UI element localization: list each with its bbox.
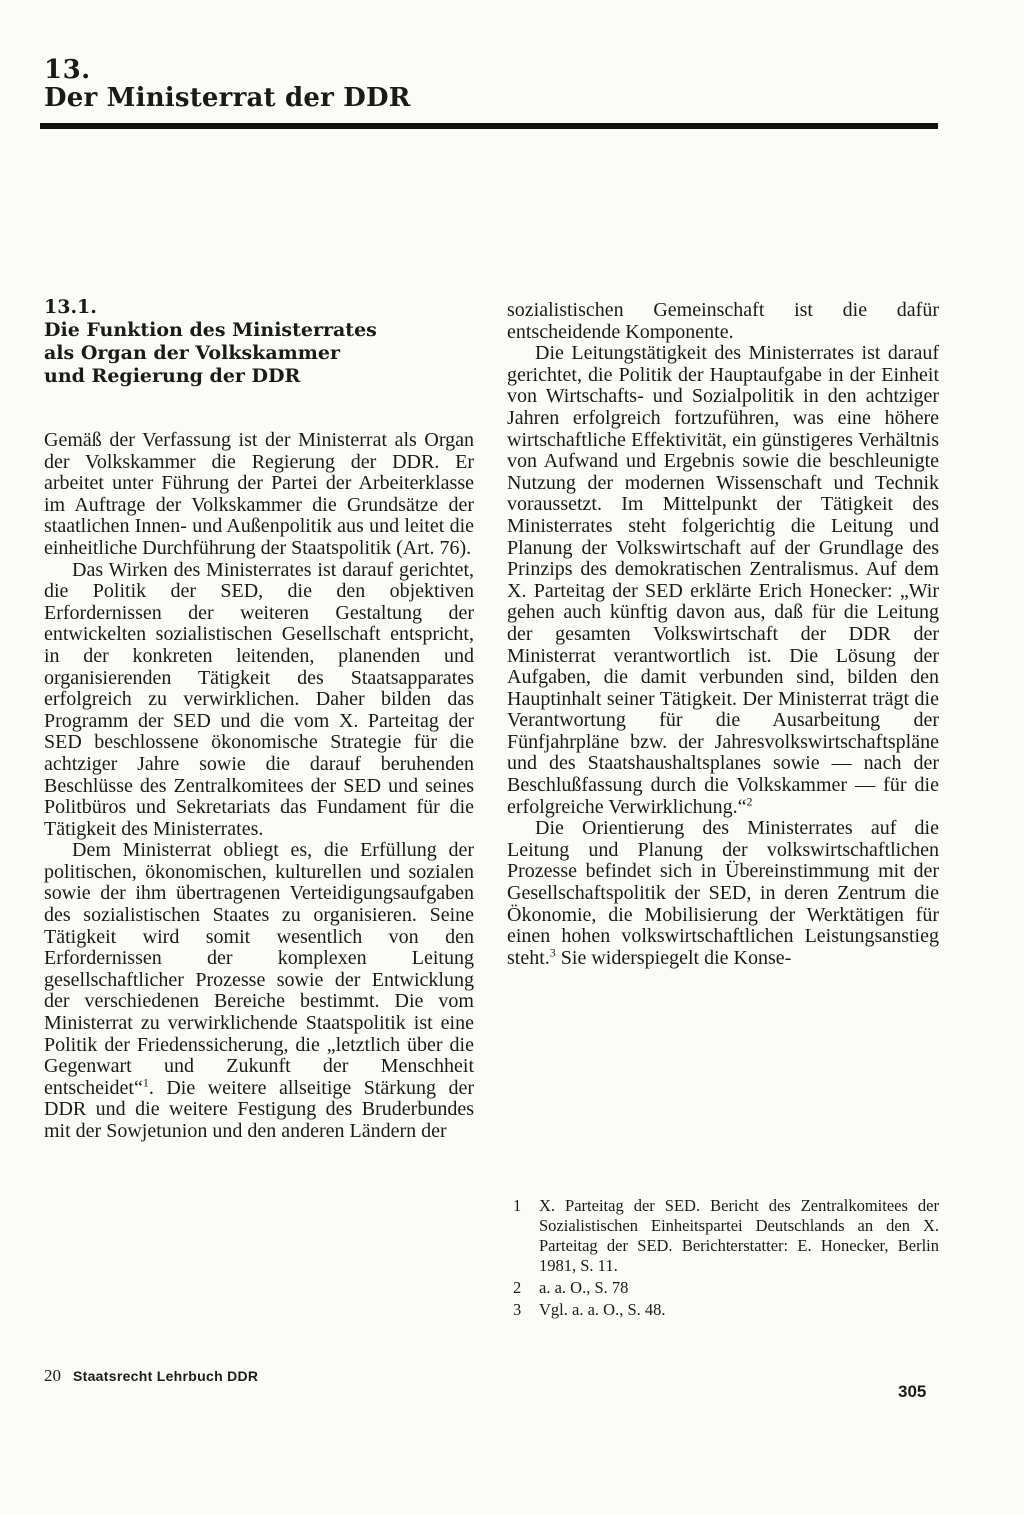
footnote-text: X. Parteitag der SED. Bericht des Zentralkomitees der Sozialistischen Einheitspartei Deutschlands an den X. Parteitag der SED. Berichterstatter: E. Honecker, Berlin 1981, S. 11. bbox=[539, 1196, 939, 1275]
paragraph-text: Sie widerspiegelt die Konse- bbox=[555, 946, 792, 969]
paragraph: Das Wirken des Ministerrates ist darauf gerichtet, die Politik der SED, die den objektiven Erfordernissen der weiteren Gestaltung der entwickelten sozialistischen Gesellschaft entspricht, in der konkreten leitenden, planenden und organisierenden Tätigkeit des Staatsapparates erfolgreich zu verwirklichen. Daher bilden das Programm der SED und die vom X. Parteitag der SED beschlossene ökonomische Strategie für die achtziger Jahre sowie die darauf beruhenden Beschlüsse des Zentralkomitees der SED und seines Politbüros und Sekretariats das Fundament für die Tätigkeit des Ministerrates. bbox=[44, 558, 474, 840]
paragraph-text: Die Orientierung des Ministerrates auf die Leitung und Planung der volkswirtschaftlichen Prozesse befindet sich in Übereinstimmung mit der Gesellschaftspolitik der SED, in deren Zentrum die Ökonomie, die Mobilisierung der Werktätigen für einen hohen volkswirtschaftlichen Leistungsanstieg steht. bbox=[507, 817, 939, 969]
signature-text: Staatsrecht Lehrbuch DDR bbox=[73, 1368, 259, 1384]
paragraph bbox=[44, 840, 474, 1142]
footnote-number: 2 bbox=[513, 1278, 522, 1297]
section-title-line-3: und Regierung der DDR bbox=[44, 365, 301, 387]
footnote-reference: 3 bbox=[549, 945, 556, 960]
right-column bbox=[507, 300, 939, 969]
chapter-number: 13. bbox=[44, 55, 91, 85]
footnote-number: 3 bbox=[513, 1300, 522, 1319]
paragraph bbox=[507, 343, 939, 818]
signature-number: 20 bbox=[44, 1366, 61, 1385]
chapter-title: Der Ministerrat der DDR bbox=[44, 83, 411, 113]
section-title-line-2: als Organ der Volkskammer bbox=[44, 342, 340, 364]
paragraph-text: Dem Ministerrat obliegt es, die Erfüllung der politischen, ökonomischen, kulturellen und sozialen sowie der ihm übertragenen Verteidigungsaufgaben des sozialistischen Staates zu organisieren. Seine Tätigkeit wird somit wesentlich von den Erfordernissen der komplexen Leitung gesellschaftlicher Prozesse sowie der Entwicklung der verschiedenen Bereiche bestimmt. Die vom Ministerrat zu verwirklichende Staatspolitik ist eine Politik der Friedenssicherung, die „letztlich über die Gegenwart und Zukunft der Menschheit entscheidet“ bbox=[44, 839, 474, 1099]
footnote bbox=[507, 1196, 939, 1276]
footnotes bbox=[507, 1196, 939, 1322]
printer-signature bbox=[44, 1366, 258, 1386]
footnote-number: 1 bbox=[513, 1196, 522, 1215]
chapter-rule bbox=[40, 123, 938, 129]
paragraph: Gemäß der Verfassung ist der Ministerrat als Organ der Volkskammer die Regierung der DDR. Er arbeitet unter Führung der Partei der Arbeiterklasse im Auftrage der Volkskammer die Grundsätze der staatlichen Innen- und Außenpolitik aus und leitet die einheitliche Durchführung der Staatspolitik (Art. 76). bbox=[44, 429, 474, 559]
footnote-text: a. a. O., S. 78 bbox=[539, 1278, 629, 1297]
footnote-reference: 2 bbox=[746, 794, 753, 808]
left-column bbox=[44, 430, 474, 1143]
paragraph bbox=[507, 818, 939, 969]
footnote-text: Vgl. a. a. O., S. 48. bbox=[539, 1300, 666, 1319]
section-title-line-1: Die Funktion des Ministerrates bbox=[44, 319, 377, 341]
footnote-reference: 1 bbox=[142, 1075, 149, 1090]
footnote bbox=[507, 1278, 939, 1298]
paragraph-text: . Die weitere allseitige Stärkung der DDR und die weitere Festigung des Bruderbundes mit der Sowjetunion und den anderen Ländern der bbox=[44, 1076, 474, 1142]
paragraph-text: Die Leitungstätigkeit des Ministerrates ist darauf gerichtet, die Politik der Hauptaufgabe in der Einheit von Wirtschafts- und Sozialpolitik in den achtziger Jahren erfolgreich fortzuführen, was eine höhere wirtschaftliche Effektivität, ein günstigeres Verhältnis von Aufwand und Ergebnis sowie die beschleunigte Nutzung der modernen Wissenschaft und Technik voraussetzt. Im Mittelpunkt der Tätigkeit des Ministerrates steht folgerichtig die Leitung und Planung der Volkswirtschaft auf der Grundlage des Prinzips des demokratischen Zentralismus. Auf dem X. Parteitag der SED erklärte Erich Honecker: „Wir gehen auch künftig davon aus, daß für die Leitung der gesamten Volkswirtschaft der DDR der Ministerrat verantwortlich ist. Die Lösung der Aufgaben, die damit verbunden sind, bilden den Hauptinhalt seiner Tätigkeit. Der Ministerrat trägt die Verantwortung für die Ausarbeitung der Fünfjahrpläne bzw. der Jahresvolkswirtschaftspläne und des Staatshaushaltsplanes sowie — nach der Beschlußfassung durch die Volkskammer — für die erfolgreiche Verwirklichung.“ bbox=[507, 342, 939, 818]
paragraph: sozialistischen Gemeinschaft ist die dafür entscheidende Komponente. bbox=[507, 299, 939, 343]
page-number: 305 bbox=[898, 1382, 927, 1401]
section-number: 13.1. bbox=[44, 296, 97, 318]
section-heading bbox=[44, 296, 404, 388]
footnote bbox=[507, 1300, 939, 1320]
